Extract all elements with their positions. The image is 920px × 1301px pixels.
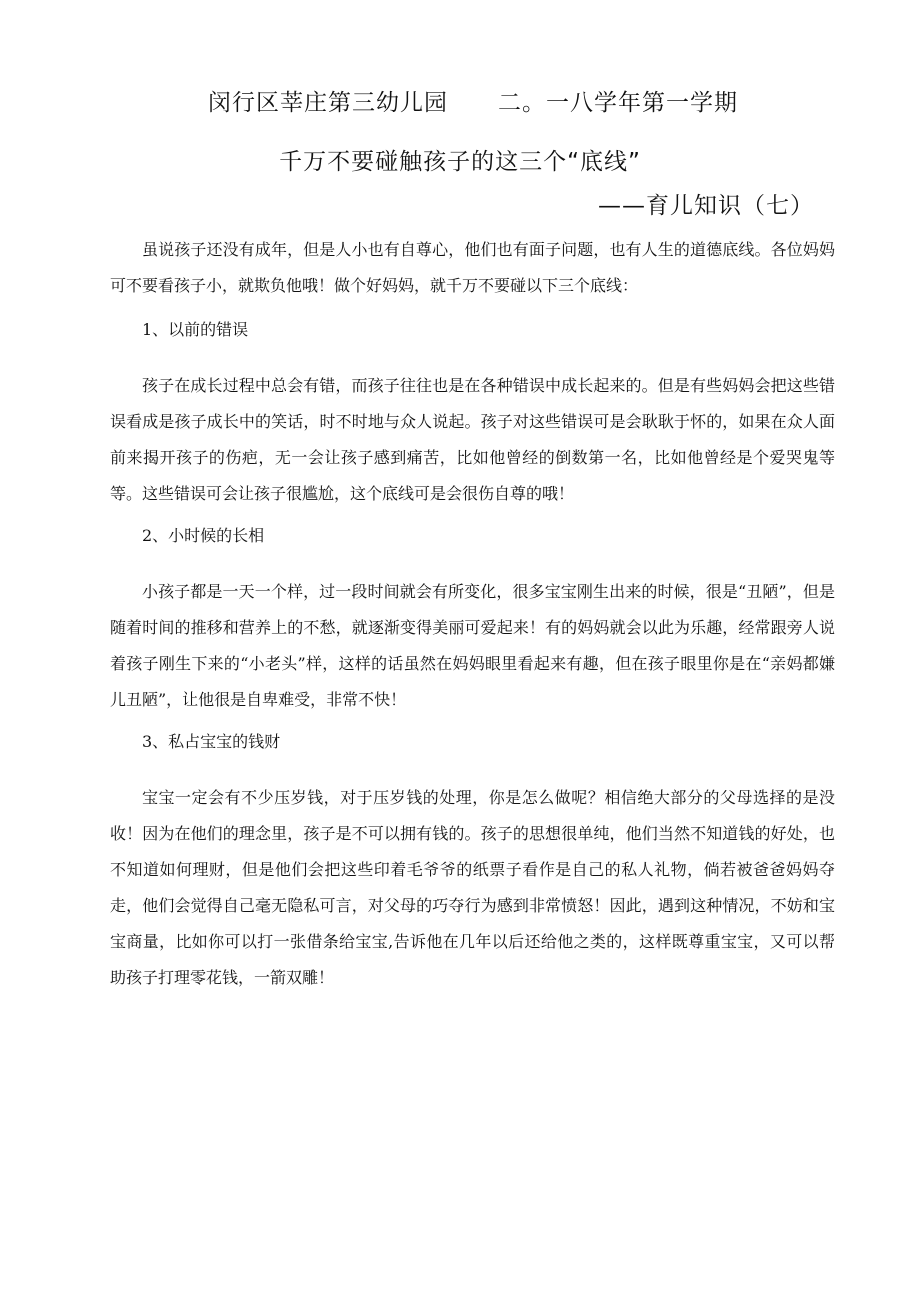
section-paragraph: 宝宝一定会有不少压岁钱，对于压岁钱的处理，你是怎么做呢？相信绝大部分的父母选择的是没收！因为在他们的理念里，孩子是不可以拥有钱的。孩子的思想很单纯，他们当然不知道钱的好处，也不知道如何理财，但是他们会把这些印着毛爷爷的纸票子看作是自己的私人礼物，倘若被爸爸妈妈夺走，他们会觉得自己毫无隐私可言，对父母的巧夺行为感到非常愤怒！因此，遇到这种情况，不妨和宝宝商量，比如你可以打一张借条给宝宝,告诉他在几年以后还给他之类的，这样既尊重宝宝，又可以帮助孩子打理零花钱，一箭双雕！ [110,788,835,987]
section-paragraph: 孩子在成长过程中总会有错，而孩子往往也是在各种错误中成长起来的。但是有些妈妈会把这些错误看成是孩子成长中的笑话，时不时地与众人说起。孩子对这些错误可是会耿耿于怀的，如果在众人面前来揭开孩子的伤疤，无一会让孩子感到痛苦，比如他曾经的倒数第一名，比如他曾经是个爱哭鬼等等。这些错误可会让孩子很尴尬，这个底线可是会很伤自尊的哦！ [110,376,835,503]
section-heading: 3、私占宝宝的钱财 [142,732,281,751]
school-term: 二。一八学年第一学期 [498,90,738,116]
intro-paragraph: 虽说孩子还没有成年，但是人小也有自尊心，他们也有面子问题，也有人生的道德底线。各位妈妈可不要看孩子小，就欺负他哦！做个好妈妈，就千万不要碰以下三个底线： [110,240,835,295]
document-subtitle: ——育儿知识（七） [598,193,814,219]
section-heading: 2、小时候的长相 [142,526,265,545]
section-heading: 1、以前的错误 [142,320,249,339]
school-name: 闵行区莘庄第三幼儿园 [208,90,448,116]
document-body [110,232,835,996]
document-header [208,84,768,117]
section-paragraph: 小孩子都是一天一个样，过一段时间就会有所变化，很多宝宝刚生出来的时候，很是“丑陋”，但是随着时间的推移和营养上的不愁，就逐渐变得美丽可爱起来！有的妈妈就会以此为乐趣，经常跟旁人说着孩子刚生下来的“小老头”样，这样的话虽然在妈妈眼里看起来有趣，但在孩子眼里你是在“亲妈都嫌儿丑陋”，让他很是自卑难受，非常不快！ [110,582,835,709]
document-title: 千万不要碰触孩子的这三个“底线” [279,149,641,175]
